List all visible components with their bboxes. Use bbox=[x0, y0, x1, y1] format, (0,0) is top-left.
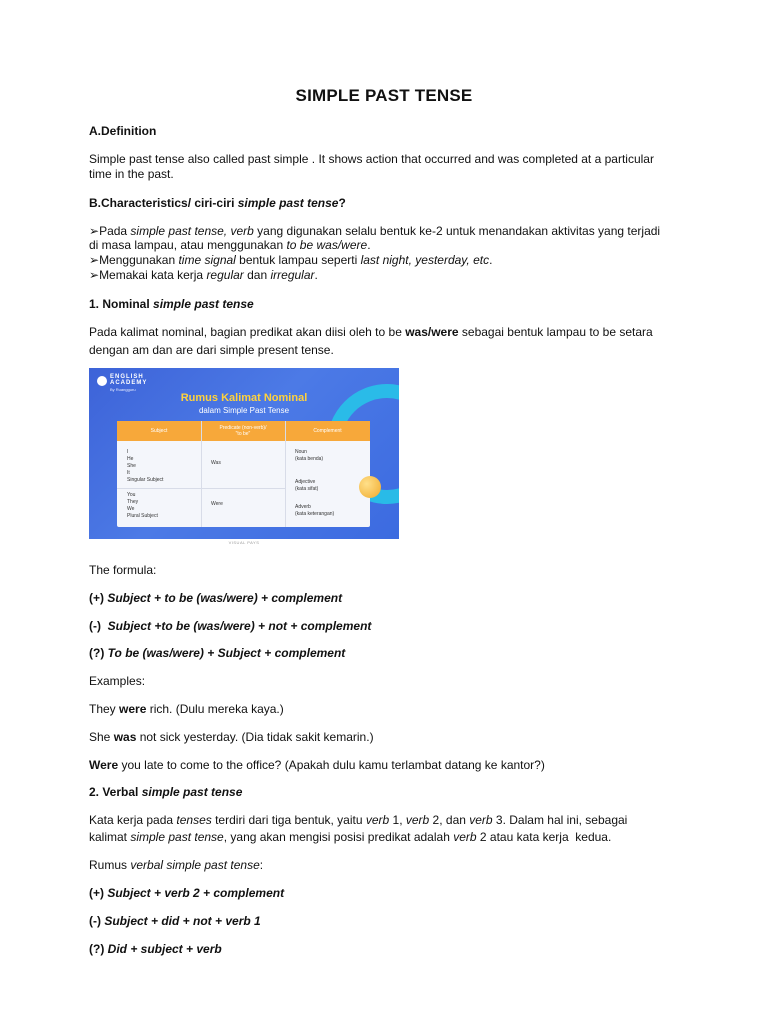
text: Menggunakan bbox=[99, 253, 179, 267]
example-2 bbox=[89, 730, 374, 745]
text-bold: were bbox=[119, 702, 147, 716]
bullet-2 bbox=[89, 253, 492, 268]
text: Pada bbox=[99, 224, 131, 238]
bullet-arrow-icon: ➢ bbox=[89, 268, 100, 282]
text: 1, bbox=[389, 813, 406, 827]
bullet-3 bbox=[89, 268, 318, 283]
text: dan bbox=[243, 268, 271, 282]
example-3 bbox=[89, 758, 545, 773]
formula-sign: (?) bbox=[89, 646, 105, 660]
formula-sign: (?) bbox=[89, 942, 105, 956]
text: not sick yesterday. (Dia tidak sakit kemarin.) bbox=[136, 730, 374, 744]
text-italic: irregular bbox=[270, 268, 315, 282]
heading-text: 2. Verbal bbox=[89, 785, 142, 799]
section-heading-verbal bbox=[89, 785, 242, 800]
bullet-1-line-1 bbox=[89, 224, 660, 239]
nominal-paragraph-line-1 bbox=[89, 325, 653, 340]
text-bold: Were bbox=[89, 758, 119, 772]
section-heading-nominal bbox=[89, 297, 254, 312]
section-heading-definition: A.Definition bbox=[89, 124, 157, 138]
column-header-subject: Subject bbox=[117, 421, 201, 441]
text: They bbox=[89, 702, 120, 716]
text-italic: verbal simple past tense bbox=[130, 858, 260, 872]
bullet-arrow-icon: ➢ bbox=[89, 224, 100, 238]
nominal-paragraph-line-2: dengan am dan are dari simple present tense. bbox=[89, 343, 334, 357]
definition-line-2: time in the past. bbox=[89, 167, 174, 181]
text-italic: verb bbox=[453, 830, 477, 844]
text: 2, dan bbox=[429, 813, 470, 827]
figure-watermark: VISUAL PAYS bbox=[228, 540, 260, 545]
heading-italic: simple past tense bbox=[237, 196, 339, 210]
formula-sign: (-) bbox=[89, 619, 105, 633]
verbal-paragraph-line-1 bbox=[89, 813, 627, 828]
brand-logo-icon bbox=[97, 376, 107, 386]
cell-adverb: Adverb (kata keterangan) bbox=[295, 504, 335, 517]
heading-italic: simple past tense bbox=[153, 297, 254, 311]
text-italic: regular bbox=[206, 268, 244, 282]
text: Pada kalimat nominal, bagian predikat akan diisi oleh to be bbox=[89, 325, 406, 339]
text: Memakai kata kerja bbox=[99, 268, 207, 282]
text: : bbox=[259, 858, 264, 872]
decorative-ball bbox=[359, 476, 381, 498]
formula-text: To be (was/were) + Subject + complement bbox=[104, 646, 346, 660]
cell-adjective: Adjective (kata sifat) bbox=[295, 479, 319, 492]
page-title: SIMPLE PAST TENSE bbox=[295, 86, 473, 105]
cell-singular-subjects: I He She It Singular Subject bbox=[127, 449, 164, 483]
formula-negative bbox=[89, 619, 371, 634]
text: you late to come to the office? (Apakah dulu kamu terlambat datang ke kantor?) bbox=[118, 758, 545, 772]
formula-text: Subject +to be (was/were) + not + complement bbox=[104, 619, 372, 633]
text-italic: last night, yesterday, etc bbox=[360, 253, 490, 267]
example-1 bbox=[89, 702, 284, 717]
formula-sign: (-) bbox=[89, 914, 101, 928]
text-bold: was/were bbox=[405, 325, 459, 339]
column-header-complement: Complement bbox=[285, 421, 370, 441]
text: bentuk lampau seperti bbox=[235, 253, 361, 267]
text: . bbox=[314, 268, 318, 282]
infographic-title: Rumus Kalimat Nominal bbox=[180, 392, 308, 404]
text-italic: to be was/were bbox=[286, 238, 368, 252]
formula-text: Subject + did + not + verb 1 bbox=[101, 914, 261, 928]
definition-line-1: Simple past tense also called past simple . It shows action that occurred and was completed at a particular bbox=[89, 152, 654, 166]
section-heading-characteristics bbox=[89, 196, 346, 211]
formula-label: The formula: bbox=[89, 563, 157, 577]
formula-positive bbox=[89, 591, 342, 606]
column-header-predicate: Predicate (non-verb)/ "to be" bbox=[201, 421, 285, 441]
text-italic: verb bbox=[469, 813, 493, 827]
text: Rumus bbox=[89, 858, 131, 872]
text: kalimat bbox=[89, 830, 131, 844]
heading-suffix: ? bbox=[338, 196, 346, 210]
text: di masa lampau, atau menggunakan bbox=[89, 238, 287, 252]
text-italic: verb bbox=[365, 813, 390, 827]
bullet-arrow-icon: ➢ bbox=[89, 253, 100, 267]
text: Kata kerja pada bbox=[89, 813, 177, 827]
brand-name: ENGLISH ACADEMY bbox=[110, 374, 148, 386]
text-italic: verb bbox=[405, 813, 430, 827]
text: sebagai bentuk lampau to be setara bbox=[458, 325, 653, 339]
verbal-formula-positive bbox=[89, 886, 284, 901]
verbal-formula-negative bbox=[89, 914, 261, 929]
rumus-label bbox=[89, 858, 263, 873]
formula-text: Subject + verb 2 + complement bbox=[104, 886, 285, 900]
text: 2 atau kata kerja kedua. bbox=[476, 830, 612, 844]
table-divider bbox=[201, 421, 202, 527]
text: She bbox=[89, 730, 114, 744]
text-italic: simple past tense bbox=[130, 830, 224, 844]
bullet-1-line-2 bbox=[89, 238, 371, 253]
formula-question bbox=[89, 646, 345, 661]
text-bold: was bbox=[113, 730, 137, 744]
nominal-formula-infographic bbox=[89, 368, 399, 549]
text-italic: tenses bbox=[176, 813, 212, 827]
heading-italic: simple past tense bbox=[141, 785, 243, 799]
text: . bbox=[367, 238, 371, 252]
formula-sign: (+) bbox=[89, 591, 104, 605]
examples-label: Examples: bbox=[89, 674, 146, 688]
text: 3. Dalam hal ini, sebagai bbox=[492, 813, 628, 827]
text: , yang akan mengisi posisi predikat adalah bbox=[223, 830, 454, 844]
text: terdiri dari tiga bentuk, yaitu bbox=[211, 813, 366, 827]
heading-text: 1. Nominal bbox=[89, 297, 154, 311]
formula-table bbox=[117, 421, 370, 527]
formula-text: Did + subject + verb bbox=[104, 942, 222, 956]
cell-were: Were bbox=[211, 501, 223, 507]
formula-text: Subject + to be (was/were) + complement bbox=[104, 591, 343, 605]
infographic-subtitle: dalam Simple Past Tense bbox=[198, 406, 290, 415]
cell-noun: Noun (kata benda) bbox=[295, 449, 324, 462]
text-italic: simple past tense, verb bbox=[130, 224, 254, 238]
text: rich. (Dulu mereka kaya.) bbox=[146, 702, 284, 716]
text: yang digunakan selalu bentuk ke-2 untuk menandakan aktivitas yang terjadi bbox=[253, 224, 661, 238]
cell-plural-subjects: You They We Plural Subject bbox=[127, 492, 158, 519]
table-divider bbox=[285, 421, 286, 527]
table-divider bbox=[117, 488, 285, 489]
cell-was: Was bbox=[211, 460, 221, 466]
brand-subtitle: By Ruangguru bbox=[110, 387, 136, 392]
verbal-paragraph-line-2 bbox=[89, 830, 611, 845]
text-italic: time signal bbox=[178, 253, 236, 267]
text: . bbox=[489, 253, 493, 267]
formula-sign: (+) bbox=[89, 886, 104, 900]
verbal-formula-question bbox=[89, 942, 222, 957]
heading-text: B.Characteristics/ ciri-ciri bbox=[89, 196, 238, 210]
